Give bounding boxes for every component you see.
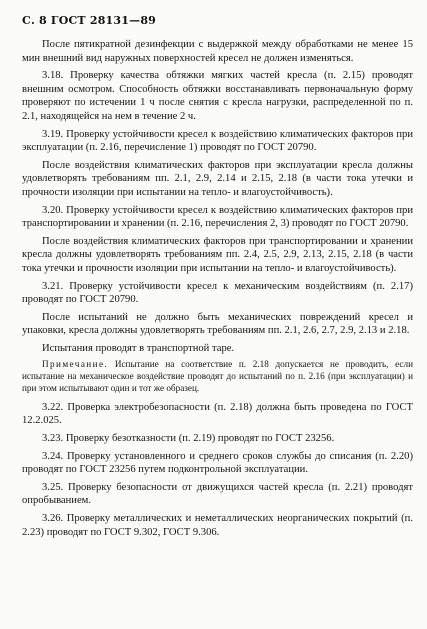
paragraph-3-19: 3.19. Проверку устойчивости кресел к воздействию климатических факторов при эксплуатации (п. 2.16, перечисление 1) проводят по ГОСТ 20790. <box>22 128 413 154</box>
document-body <box>22 38 413 543</box>
paragraph-after-mechanical: После испытаний не должно быть механических повреждений кресел и упаковки, кресла должны удовлетворять требованиям пп. 2.1, 2.6, 2.7, 2.9, 2.13 и 2.18. <box>22 311 413 337</box>
paragraph-3-24: 3.24. Проверку установленного и среднего сроков службы до списания (п. 2.20) проводят по ГОСТ 23256 путем подконтрольной эксплуатации. <box>22 450 413 476</box>
paragraph-3-23: 3.23. Проверку безотказности (п. 2.19) проводят по ГОСТ 23256. <box>42 433 335 445</box>
paragraph-transport-packaging: Испытания проводят в транспортной таре. <box>42 342 235 354</box>
paragraph-disinfection: После пятикратной дезинфекции с выдержкой между обработками не менее 15 мин внешний вид наружных поверхностей кресел не должен изменяться. <box>22 39 413 64</box>
paragraph-3-25: 3.25. Проверку безопасности от движущихся частей кресла (п. 2.21) проводят опробыванием. <box>22 481 413 507</box>
paragraph-after-climatic-operation: После воздействия климатических факторов при эксплуатации кресла должны удовлетворять требованиям пп. 2.1, 2.9, 2.14 и 2.15, 2.18 (в части тока утечки и прочности изоляции при испытании на тепло- и влагоустойчивость). <box>22 159 413 198</box>
paragraph-after-climatic-transport: После воздействия климатических факторов при транспортировании и хранении кресла должны удовлетворять требованиям пп. 2.4, 2.5, 2.9, 2.13, 2.15, 2.18 (в части тока утечки и прочности изоляции при испытании на тепло- и влагоустойчивость). <box>22 235 413 274</box>
paragraph-3-20: 3.20. Проверку устойчивости кресел к воздействию климатических факторов при транспортировании и хранении (п. 2.16, перечисления 2, 3) проводят по ГОСТ 20790. <box>22 204 413 230</box>
paragraph-3-22: 3.22. Проверка электробезопасности (п. 2.18) должна быть проведена по ГОСТ 12.2.025. <box>22 401 413 427</box>
note <box>22 359 413 394</box>
paragraph-3-18: 3.18. Проверку качества обтяжки мягких частей кресла (п. 2.15) проводят внешним осмотром. Способность обтяжки восстанавливать первоначальную форму проверяют по истечении 1 ч после снятия с кресла нагрузки, распределенной по п. 2.1, находящейся на нем в течение 2 ч. <box>22 70 413 122</box>
note-text: Испытание на соответствие п. 2.18 допускается не проводить, если испытание на механическое воздействие проводят до испытаний по п. 2.16 (при эксплуатации) и при этом испытывают один и тот же образец. <box>22 359 414 394</box>
paragraph-3-26: 3.26. Проверку металлических и неметаллических неорганических покрытий (п. 2.23) проводят по ГОСТ 9.302, ГОСТ 9.306. <box>22 513 413 538</box>
page-header: С. 8 ГОСТ 28131—89 <box>22 14 157 27</box>
paragraph-3-21: 3.21. Проверку устойчивости кресел к механическим воздействиям (п. 2.17) проводят по ГОСТ 20790. <box>22 280 413 306</box>
note-label: Примечание. <box>42 359 109 370</box>
